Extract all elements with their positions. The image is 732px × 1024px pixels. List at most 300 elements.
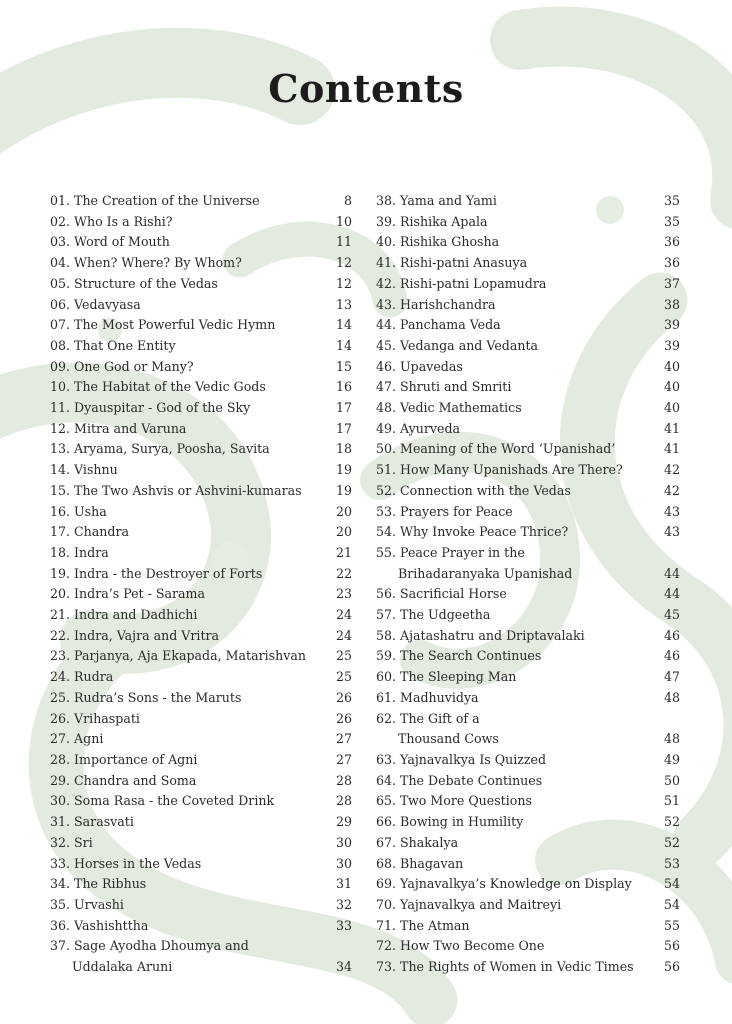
toc-entry-line: [50, 874, 324, 895]
toc-entry-number: 71.: [376, 917, 397, 933]
toc-entry-text: Parjanya, Aja Ekapada, Matarishvan: [74, 648, 306, 664]
toc-entry: [50, 750, 352, 771]
toc-entry-page: 13: [335, 296, 352, 312]
toc-entry: [376, 336, 680, 357]
toc-entry-title: [50, 232, 324, 253]
toc-entry-title: [376, 439, 652, 460]
toc-entry-text: Sri: [74, 834, 93, 850]
toc-entry: [376, 667, 680, 688]
toc-entry-page: 15: [335, 358, 352, 374]
toc-entry-text: When? Where? By Whom?: [74, 255, 242, 271]
toc-entry-text: Sage Ayodha Dhoumya and: [74, 938, 249, 954]
toc-entry: [376, 957, 680, 978]
toc-entry-page: 56: [663, 959, 680, 975]
toc-entry-text: The Search Continues: [400, 648, 542, 664]
toc-entry-text: Usha: [74, 503, 107, 519]
toc-entry-text: The Udgeetha: [400, 607, 491, 623]
toc-entry: [376, 481, 680, 502]
toc-entry: [50, 895, 352, 916]
toc-entry-title: [50, 543, 324, 564]
toc-entry-title: [376, 771, 652, 792]
toc-entry: [50, 295, 352, 316]
toc-entry-line: [376, 584, 652, 605]
toc-entry-title: [50, 336, 324, 357]
toc-entry-text: The Habitat of the Vedic Gods: [74, 379, 266, 395]
toc-entry-line: [376, 605, 652, 626]
toc-entry-number: 20.: [50, 586, 71, 602]
toc-entry-title: [376, 854, 652, 875]
toc-entry-page: 40: [663, 400, 680, 416]
toc-entry-title: [376, 315, 652, 336]
toc-entry-line: [50, 336, 324, 357]
toc-entry: [376, 584, 680, 605]
toc-entry: [50, 812, 352, 833]
toc-entry-page: 34: [335, 959, 352, 975]
toc-entry-number: 44.: [376, 317, 397, 333]
toc-entry: [50, 584, 352, 605]
toc-entry: [376, 460, 680, 481]
toc-entry-text: Chandra: [74, 524, 130, 540]
toc-entry-title: [376, 812, 652, 833]
toc-entry-page: 36: [663, 255, 680, 271]
toc-entry-line: [50, 274, 324, 295]
toc-entry-title: [50, 564, 324, 585]
toc-entry-text: Vrihaspati: [74, 710, 140, 726]
toc-entry-text: Bowing in Humility: [400, 814, 524, 830]
toc-entry-text: Who Is a Rishi?: [74, 213, 173, 229]
toc-entry-page: 12: [335, 255, 352, 271]
toc-entry-number: 49.: [376, 420, 397, 436]
toc-entry-text: Agni: [74, 731, 104, 747]
toc-entry-page: 33: [335, 917, 352, 933]
toc-entry-line: [376, 936, 652, 957]
toc-entry: [376, 377, 680, 398]
toc-entry-page: 17: [335, 400, 352, 416]
toc-entry-title: [50, 439, 324, 460]
toc-entry: [376, 833, 680, 854]
toc-entry-page: 54: [663, 876, 680, 892]
toc-entry: [50, 543, 352, 564]
toc-entry-line: [376, 481, 652, 502]
toc-entry-text: The Rights of Women in Vedic Times: [400, 959, 634, 975]
toc-entry: [376, 750, 680, 771]
toc-entry-number: 18.: [50, 544, 71, 560]
toc-entry-page: 45: [663, 607, 680, 623]
toc-entry-line: [50, 812, 324, 833]
toc-entry-text: Yajnavalkya Is Quizzed: [400, 751, 547, 767]
toc-entry-line: [376, 916, 652, 937]
toc-entry-line: [376, 688, 652, 709]
toc-entry-number: 46.: [376, 358, 397, 374]
toc-entry-page: 28: [335, 772, 352, 788]
toc-entry-title: [376, 626, 652, 647]
toc-entry-number: 65.: [376, 793, 397, 809]
toc-entry-title: [376, 874, 652, 895]
toc-entry-text: Meaning of the Word ‘Upanishad’: [400, 441, 616, 457]
toc-entry-text: Indra’s Pet - Sarama: [74, 586, 205, 602]
toc-entry-number: 55.: [376, 544, 397, 560]
toc-entry-text: Upavedas: [400, 358, 463, 374]
toc-entry-line: [50, 750, 324, 771]
toc-entry-title: [50, 771, 324, 792]
toc-entry-line: [50, 439, 324, 460]
toc-entry-title: [376, 481, 652, 502]
toc-entry-page: 36: [663, 234, 680, 250]
toc-entry-number: 32.: [50, 834, 71, 850]
toc-entry-number: 17.: [50, 524, 71, 540]
toc-entry-title: [376, 791, 652, 812]
toc-entry-line: [50, 667, 324, 688]
toc-entry-line: [50, 791, 324, 812]
toc-entry-text: Vedavyasa: [74, 296, 141, 312]
toc-entry: [376, 709, 680, 750]
toc-entry-title: [50, 709, 324, 730]
toc-entry-page: 43: [663, 503, 680, 519]
toc-entry-text: Indra - the Destroyer of Forts: [74, 565, 263, 581]
toc-entry: [50, 315, 352, 336]
toc-entry-title: [50, 646, 324, 667]
toc-entry-page: 46: [663, 627, 680, 643]
toc-entry-title: [50, 605, 324, 626]
toc-entry-number: 29.: [50, 772, 71, 788]
toc-entry-page: 11: [335, 234, 352, 250]
toc-entry-text: Rishi-patni Anasuya: [400, 255, 528, 271]
toc-entry-title: [376, 419, 652, 440]
toc-entry-title: [376, 750, 652, 771]
toc-entry-title: [50, 191, 324, 212]
toc-entry-title: [50, 212, 324, 233]
toc-entry-page: 12: [335, 275, 352, 291]
toc-entry-line: [376, 357, 652, 378]
toc-entry-line: [50, 729, 324, 750]
toc-entry-text: Peace Prayer in the: [400, 544, 525, 560]
toc-entry-line: [50, 709, 324, 730]
toc-entry-text: Chandra and Soma: [74, 772, 197, 788]
toc-entry-number: 15.: [50, 482, 71, 498]
toc-entry-text: The Ribhus: [74, 876, 147, 892]
toc-entry: [376, 812, 680, 833]
toc-entry-line: [376, 315, 652, 336]
toc-entry-text: The Debate Continues: [400, 772, 543, 788]
toc-entry-line: [50, 605, 324, 626]
toc-entry-line: [376, 419, 652, 440]
toc-entry-page: 48: [663, 731, 680, 747]
toc-entry-line: [50, 398, 324, 419]
toc-entry-number: 67.: [376, 834, 397, 850]
toc-entry-number: 52.: [376, 482, 397, 498]
toc-entry: [376, 191, 680, 212]
toc-entry: [376, 936, 680, 957]
toc-entry-number: 30.: [50, 793, 71, 809]
toc-entry: [376, 522, 680, 543]
toc-entry-line: [376, 398, 652, 419]
toc-entry-text: Aryama, Surya, Poosha, Savita: [74, 441, 270, 457]
toc-entry-title: [376, 957, 652, 978]
toc-entry-text: Yajnavalkya and Maitreyi: [400, 896, 562, 912]
toc-entry-text: Vishnu: [74, 462, 118, 478]
toc-entry-title: [50, 729, 324, 750]
toc-entry-line: [50, 212, 324, 233]
toc-entry-number: 69.: [376, 876, 397, 892]
toc-entry: [50, 232, 352, 253]
toc-entry: [50, 667, 352, 688]
toc-entry-title: [376, 605, 652, 626]
toc-entry: [376, 916, 680, 937]
toc-entry-page: 50: [663, 772, 680, 788]
toc-entry: [376, 315, 680, 336]
toc-entry-line: [50, 522, 324, 543]
toc-entry-number: 72.: [376, 938, 397, 954]
toc-entry-page: 25: [335, 669, 352, 685]
toc-entry-number: 73.: [376, 959, 397, 975]
toc-entry-line: [50, 191, 324, 212]
toc-entry-title: [50, 854, 324, 875]
toc-entry-line: [50, 646, 324, 667]
toc-entry-page: 40: [663, 358, 680, 374]
toc-entry-number: 38.: [376, 193, 397, 208]
toc-entry-line: [376, 626, 652, 647]
toc-entry-text: That One Entity: [74, 337, 176, 353]
toc-entry: [50, 398, 352, 419]
toc-entry-line: [376, 522, 652, 543]
toc-entry-page: 10: [335, 213, 352, 229]
toc-entry-page: 27: [335, 731, 352, 747]
toc-entry-title: [50, 688, 324, 709]
toc-entry: [50, 357, 352, 378]
toc-entry-page: 52: [663, 814, 680, 830]
toc-entry-text: Sarasvati: [74, 814, 134, 830]
toc-entry-title: [376, 646, 652, 667]
toc-entry-title: [376, 336, 652, 357]
toc-entry: [376, 502, 680, 523]
toc-entry-text: The Gift of a: [400, 710, 480, 726]
toc-entry-title: [376, 357, 652, 378]
toc-entry-text: Urvashi: [74, 896, 124, 912]
toc-entry-title: [50, 398, 324, 419]
toc-entry-page: 39: [663, 337, 680, 353]
toc-entry-title: [376, 377, 652, 398]
toc-entry-line: [50, 543, 324, 564]
toc-entry-title: [50, 874, 324, 895]
toc-entry-number: 26.: [50, 710, 71, 726]
toc-entry-number: 07.: [50, 317, 71, 333]
toc-entry-title: [376, 688, 652, 709]
toc-entry-line: [50, 315, 324, 336]
toc-entry-number: 09.: [50, 358, 71, 374]
toc-entry-line: [376, 812, 652, 833]
toc-entry-text: Bhagavan: [400, 855, 464, 871]
toc-entry-text: Word of Mouth: [74, 234, 170, 250]
toc-entry: [376, 212, 680, 233]
toc-entry-text: The Two Ashvis or Ashvini-kumaras: [74, 482, 302, 498]
toc-entry-title: [50, 584, 324, 605]
toc-entry-line: [376, 212, 652, 233]
toc-entry-page: 24: [335, 627, 352, 643]
toc-entry-text: Sacrificial Horse: [400, 586, 507, 602]
toc-entry: [376, 439, 680, 460]
toc-entry-number: 12.: [50, 420, 71, 436]
toc-entry-page: 18: [335, 441, 352, 457]
toc-entry-page: 41: [663, 420, 680, 436]
toc-entry: [376, 791, 680, 812]
toc-entry-title: [50, 357, 324, 378]
toc-entry-title: [376, 833, 652, 854]
toc-entry-title: [50, 667, 324, 688]
toc-entry: [50, 481, 352, 502]
toc-entry-page: 43: [663, 524, 680, 540]
toc-entry-page: 19: [335, 482, 352, 498]
toc-entry-page: 21: [335, 544, 352, 560]
toc-entry-line: [376, 191, 652, 212]
toc-entry-title: [376, 212, 652, 233]
toc-entry: [50, 522, 352, 543]
toc-entry-number: 50.: [376, 441, 397, 457]
toc-entry-page: 48: [663, 689, 680, 705]
toc-entry-page: 29: [335, 814, 352, 830]
toc-entry-number: 36.: [50, 917, 71, 933]
toc-entry-number: 22.: [50, 627, 71, 643]
toc-entry-text: Mitra and Varuna: [74, 420, 187, 436]
toc-entry-line: [50, 584, 324, 605]
toc-entry-number: 10.: [50, 379, 71, 395]
toc-entry-number: 24.: [50, 669, 71, 685]
toc-entry-text: Indra and Dadhichi: [74, 607, 198, 623]
toc-entry-page: 52: [663, 834, 680, 850]
toc-entry-text: Vedic Mathematics: [400, 400, 522, 416]
toc-entry-number: 57.: [376, 607, 397, 623]
toc-entry-number: 03.: [50, 234, 71, 250]
toc-entry-page: 42: [663, 482, 680, 498]
toc-entry-number: 51.: [376, 462, 397, 478]
toc-entry-number: 06.: [50, 296, 71, 312]
toc-entry-text: Ayurveda: [400, 420, 461, 436]
toc-entry-number: 04.: [50, 255, 71, 271]
toc-entry: [376, 295, 680, 316]
toc-entry-number: 43.: [376, 296, 397, 312]
toc-entry-text-continued: Uddalaka Aruni: [72, 959, 173, 975]
toc-entry-number: 60.: [376, 669, 397, 685]
toc-entry-text: Panchama Veda: [400, 317, 501, 333]
toc-entry-title: [50, 419, 324, 440]
toc-entry-page: 31: [335, 876, 352, 892]
toc-entry-line: [50, 357, 324, 378]
toc-entry-text: Harishchandra: [400, 296, 496, 312]
toc-entry: [376, 646, 680, 667]
toc-entry-page: 23: [335, 586, 352, 602]
toc-entry-number: 35.: [50, 896, 71, 912]
toc-column-left: [50, 191, 352, 978]
toc-entry: [50, 729, 352, 750]
toc-entry-number: 56.: [376, 586, 397, 602]
toc-entry-text-continued: Brihadaranyaka Upanishad: [398, 565, 573, 581]
toc-entry-line: [376, 274, 652, 295]
toc-entry-line: [376, 895, 652, 916]
toc-entry: [376, 895, 680, 916]
toc-entry-number: 54.: [376, 524, 397, 540]
toc-entry-line: [376, 750, 652, 771]
toc-entry: [50, 791, 352, 812]
toc-entry: [376, 605, 680, 626]
toc-entry: [50, 936, 352, 977]
toc-entry: [376, 771, 680, 792]
toc-entry-text: Yama and Yami: [400, 193, 497, 208]
toc-entry-page: 30: [335, 855, 352, 871]
toc-entry-text: Rudra: [74, 669, 114, 685]
toc-entry-page: 51: [663, 793, 680, 809]
toc-entry-text: Rishika Ghosha: [400, 234, 500, 250]
toc-entry-number: 37.: [50, 938, 71, 954]
toc-entry-page: 14: [335, 337, 352, 353]
toc-entry-title: [50, 812, 324, 833]
toc-entry-text: The Most Powerful Vedic Hymn: [74, 317, 276, 333]
toc-entry: [50, 626, 352, 647]
toc-entry-number: 11.: [50, 400, 71, 416]
toc-entry-line: [50, 460, 324, 481]
toc-entry: [376, 688, 680, 709]
toc-entry-line: [376, 253, 652, 274]
toc-entry-title: [376, 502, 652, 523]
toc-entry-title: [376, 398, 652, 419]
toc-entry-number: 14.: [50, 462, 71, 478]
toc-entry-number: 66.: [376, 814, 397, 830]
toc-entry-line: [376, 833, 652, 854]
toc-entry: [50, 419, 352, 440]
toc-entry-title: [50, 460, 324, 481]
toc-entry-title: [50, 481, 324, 502]
toc-entry-line: [50, 564, 324, 585]
toc-entry: [376, 419, 680, 440]
toc-entry-title: [376, 667, 652, 688]
toc-entry-line: [50, 688, 324, 709]
toc-entry-page: 30: [335, 834, 352, 850]
toc-entry-title: [376, 709, 652, 750]
toc-entry-title: [376, 522, 652, 543]
toc-entry: [50, 274, 352, 295]
toc-entry-text: Vedanga and Vedanta: [400, 337, 539, 353]
toc-entry-text: Soma Rasa - the Coveted Drink: [74, 793, 275, 809]
toc-entry-text: Shruti and Smriti: [400, 379, 512, 395]
toc-entry-line: [376, 502, 652, 523]
toc-entry-page: 41: [663, 441, 680, 457]
toc-entry: [376, 626, 680, 647]
toc-entry-page: 20: [335, 503, 352, 519]
toc-entry-page: 44: [663, 565, 680, 581]
toc-entry-text-continued: Thousand Cows: [398, 731, 499, 747]
toc-entry-line: [50, 771, 324, 792]
toc-entry-line: [376, 439, 652, 460]
toc-entry-page: 54: [663, 896, 680, 912]
toc-entry-line: [50, 419, 324, 440]
toc-entry-text: How Two Become One: [400, 938, 545, 954]
toc-entry: [376, 874, 680, 895]
toc-entry-number: 13.: [50, 441, 71, 457]
toc-entry-number: 47.: [376, 379, 397, 395]
toc-entry-line: [376, 460, 652, 481]
toc-entry: [376, 398, 680, 419]
toc-entry-text: Two More Questions: [400, 793, 532, 809]
toc-entry: [50, 771, 352, 792]
toc-entry-title: [50, 895, 324, 916]
toc-entry-line: [50, 232, 324, 253]
toc-entry-title: [376, 295, 652, 316]
toc-entry-line: [50, 916, 324, 937]
toc-entry-number: 31.: [50, 814, 71, 830]
toc-entry: [50, 502, 352, 523]
toc-entry-title: [50, 626, 324, 647]
toc-entry-line: [50, 377, 324, 398]
toc-entry-page: 47: [663, 669, 680, 685]
toc-entry: [376, 543, 680, 584]
